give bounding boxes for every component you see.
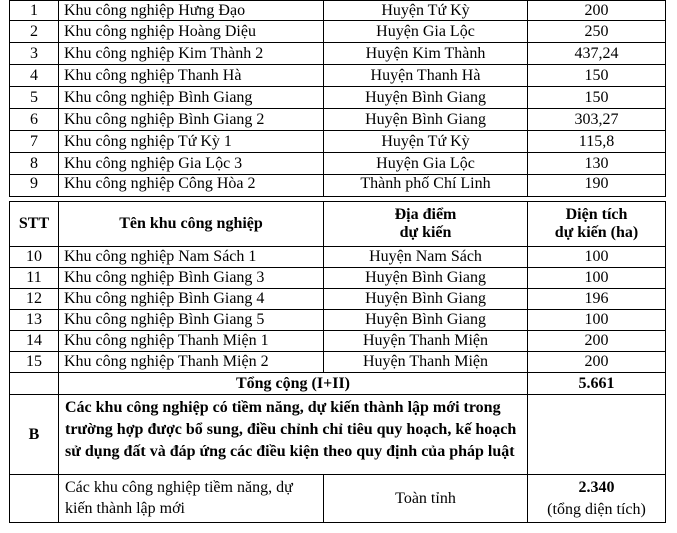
stt-cell: 13 [10, 310, 59, 331]
zone-name-cell: Khu công nghiệp Bình Giang 3 [59, 268, 324, 289]
area-cell: 150 [528, 87, 666, 109]
table-row [10, 43, 666, 65]
table-row [10, 352, 666, 373]
location-cell: Thành phố Chí Linh [324, 175, 528, 197]
zone-name-cell: Khu công nghiệp Công Hòa 2 [59, 175, 324, 197]
zone-name-cell: Khu công nghiệp Thanh Hà [59, 65, 324, 87]
potential-zones-row [10, 475, 666, 523]
location-cell: Huyện Thanh Miện [324, 331, 528, 352]
total-value: 5.661 [528, 373, 666, 395]
potential-stt-cell [10, 475, 59, 523]
zone-name-cell: Khu công nghiệp Gia Lộc 3 [59, 153, 324, 175]
zone-name-cell: Khu công nghiệp Kim Thành 2 [59, 43, 324, 65]
area-cell: 437,24 [528, 43, 666, 65]
potential-zones-name: Các khu công nghiệp tiềm năng, dự kiến thành lập mới [59, 475, 324, 523]
area-cell: 190 [528, 175, 666, 197]
table-row [10, 21, 666, 43]
zone-name-cell: Khu công nghiệp Bình Giang 4 [59, 289, 324, 310]
table-row [10, 310, 666, 331]
potential-zones-location: Toàn tỉnh [324, 475, 528, 523]
header-location-line2: dự kiến [399, 224, 452, 241]
zone-name-cell: Khu công nghiệp Bình Giang 5 [59, 310, 324, 331]
zone-name-cell: Khu công nghiệp Nam Sách 1 [59, 247, 324, 268]
zone-name-cell: Khu công nghiệp Tứ Kỳ 1 [59, 131, 324, 153]
location-cell: Huyện Bình Giang [324, 87, 528, 109]
location-cell: Huyện Thanh Miện [324, 352, 528, 373]
table-row [10, 1, 666, 21]
section-b-row [10, 395, 666, 475]
stt-cell: 7 [10, 131, 59, 153]
stt-cell: 6 [10, 109, 59, 131]
stt-cell: 10 [10, 247, 59, 268]
area-cell: 115,8 [528, 131, 666, 153]
zone-name-cell: Khu công nghiệp Hưng Đạo [59, 1, 324, 21]
area-cell: 200 [528, 331, 666, 352]
stt-cell: 8 [10, 153, 59, 175]
zone-name-cell: Khu công nghiệp Hoàng Diệu [59, 21, 324, 43]
location-cell: Huyện Gia Lộc [324, 153, 528, 175]
zone-name-cell: Khu công nghiệp Thanh Miện 2 [59, 352, 324, 373]
zone-name-cell: Khu công nghiệp Bình Giang 2 [59, 109, 324, 131]
zone-name-cell: Khu công nghiệp Thanh Miện 1 [59, 331, 324, 352]
potential-area-note: (tổng diện tích) [547, 500, 646, 518]
table-row [10, 131, 666, 153]
area-cell: 250 [528, 21, 666, 43]
total-label: Tổng cộng (I+II) [59, 373, 528, 395]
industrial-zone-table-part2 [9, 201, 666, 523]
location-cell: Huyện Tứ Kỳ [324, 131, 528, 153]
table-header-row [10, 202, 666, 247]
stt-cell: 9 [10, 175, 59, 197]
potential-zones-area [528, 475, 666, 523]
table-row [10, 109, 666, 131]
stt-cell: 5 [10, 87, 59, 109]
header-stt: STT [10, 202, 59, 247]
total-row [10, 373, 666, 395]
location-cell: Huyện Bình Giang [324, 109, 528, 131]
location-cell: Huyện Thanh Hà [324, 65, 528, 87]
header-area [528, 202, 666, 247]
zone-name-cell: Khu công nghiệp Bình Giang [59, 87, 324, 109]
industrial-zone-table-part1 [9, 0, 666, 197]
stt-cell: 15 [10, 352, 59, 373]
stt-cell: 14 [10, 331, 59, 352]
area-cell: 130 [528, 153, 666, 175]
header-zone-name: Tên khu công nghiệp [59, 202, 324, 247]
area-cell: 100 [528, 247, 666, 268]
table-row [10, 247, 666, 268]
location-cell: Huyện Bình Giang [324, 268, 528, 289]
table-row [10, 331, 666, 352]
stt-cell: 12 [10, 289, 59, 310]
location-cell: Huyện Gia Lộc [324, 21, 528, 43]
section-b-empty-cell [528, 395, 666, 475]
header-location [324, 202, 528, 247]
location-cell: Huyện Bình Giang [324, 289, 528, 310]
area-cell: 100 [528, 268, 666, 289]
table-row [10, 153, 666, 175]
header-location-line1: Địa điểm [394, 206, 457, 223]
table-row [10, 175, 666, 197]
area-cell: 200 [528, 1, 666, 21]
location-cell: Huyện Tứ Kỳ [324, 1, 528, 21]
total-stt-cell [10, 373, 59, 395]
stt-cell: 2 [10, 21, 59, 43]
table-row [10, 65, 666, 87]
potential-area-value: 2.340 [578, 478, 615, 496]
stt-cell: 11 [10, 268, 59, 289]
table-row [10, 289, 666, 310]
stt-cell: 3 [10, 43, 59, 65]
area-cell: 100 [528, 310, 666, 331]
stt-cell: 1 [10, 1, 59, 21]
area-cell: 303,27 [528, 109, 666, 131]
header-area-line2: dự kiến (ha) [554, 224, 639, 241]
location-cell: Huyện Bình Giang [324, 310, 528, 331]
stt-cell: 4 [10, 65, 59, 87]
location-cell: Huyện Kim Thành [324, 43, 528, 65]
area-cell: 150 [528, 65, 666, 87]
section-b-code: B [10, 395, 59, 475]
header-area-line1: Diện tích [565, 206, 628, 223]
area-cell: 200 [528, 352, 666, 373]
section-b-description: Các khu công nghiệp có tiềm năng, dự kiến thành lập mới trong trường hợp được bổ sung, điều chỉnh chỉ tiêu quy hoạch, kế hoạch sử dụng đất và đáp ứng các điều kiện theo quy định của pháp luật [59, 395, 528, 475]
location-cell: Huyện Nam Sách [324, 247, 528, 268]
table-row [10, 268, 666, 289]
area-cell: 196 [528, 289, 666, 310]
table-row [10, 87, 666, 109]
